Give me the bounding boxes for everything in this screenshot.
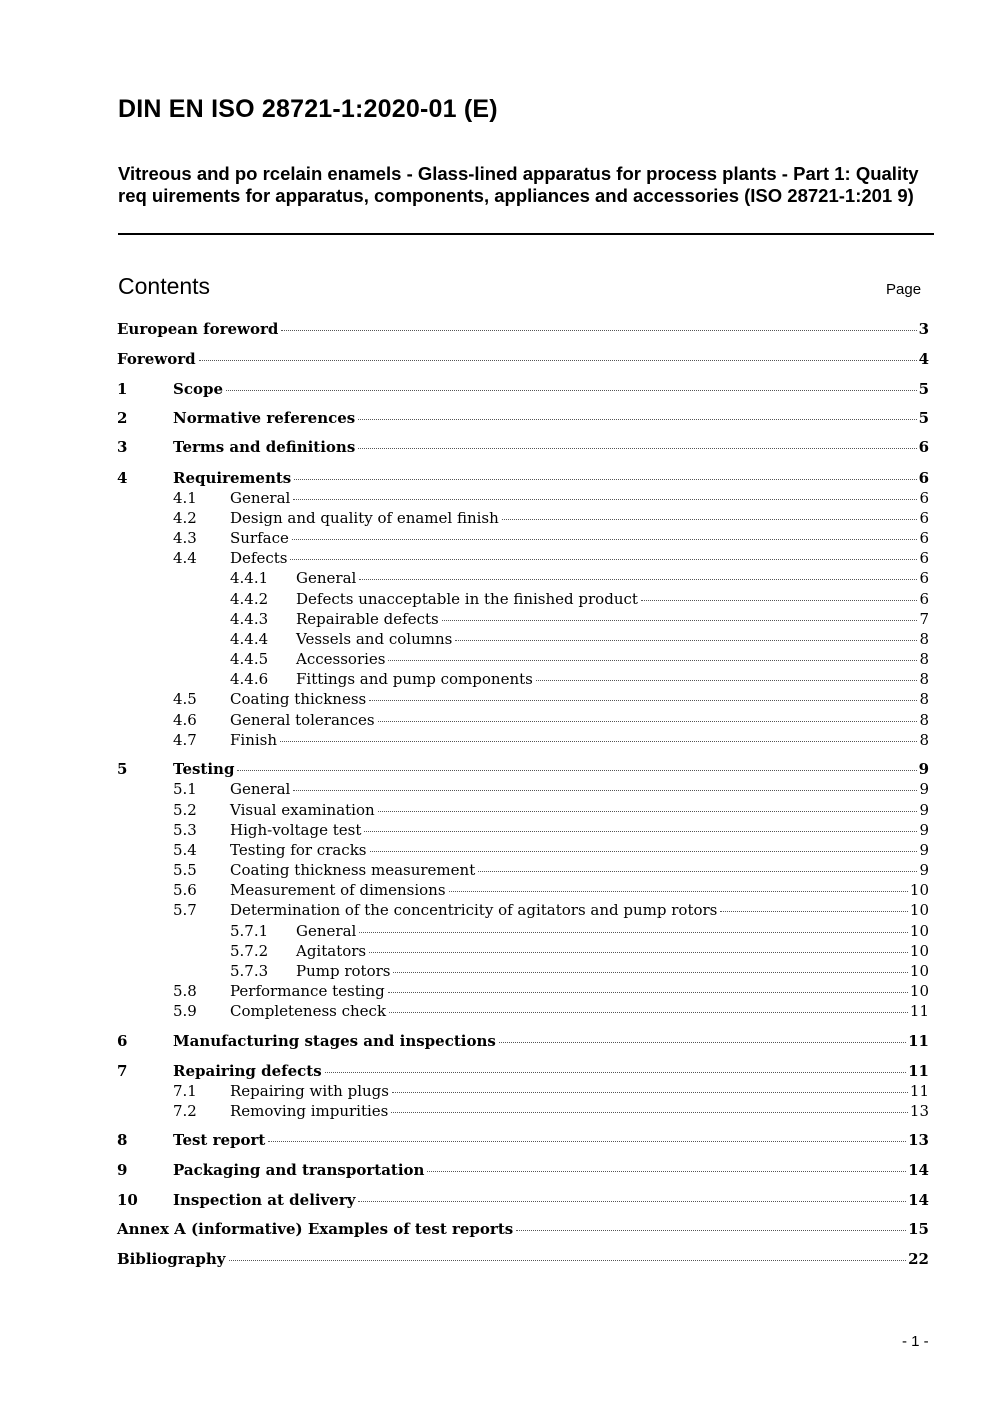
toc-entry-label: Manufacturing stages and inspections bbox=[173, 1032, 496, 1050]
toc-entry[interactable] bbox=[117, 1131, 929, 1149]
toc-entry-number: 5.9 bbox=[173, 1002, 197, 1020]
toc-entry-page: 8 bbox=[919, 630, 929, 648]
toc-entry-number: 7.2 bbox=[173, 1102, 197, 1120]
toc-entry-number: 4.4.5 bbox=[230, 650, 269, 668]
toc-entry-label: Test report bbox=[173, 1131, 266, 1149]
toc-entry-page: 11 bbox=[909, 1082, 929, 1100]
toc-entry[interactable] bbox=[230, 650, 929, 668]
toc-entry-number: 10 bbox=[117, 1191, 138, 1209]
toc-entry-label: Coating thickness bbox=[230, 690, 367, 708]
toc-dot-leader bbox=[455, 640, 917, 641]
toc-entry[interactable] bbox=[230, 590, 929, 608]
toc-entry-number: 7.1 bbox=[173, 1082, 197, 1100]
toc-entry-label: Annex A (informative) Examples of test reports bbox=[117, 1220, 514, 1238]
toc-entry-number: 5.1 bbox=[173, 780, 197, 798]
toc-dot-leader bbox=[358, 419, 916, 420]
toc-entry-page: 6 bbox=[918, 469, 929, 487]
page-column-heading: Page bbox=[886, 281, 922, 298]
toc-entry-page: 5 bbox=[918, 409, 929, 427]
toc-entry-number: 5.6 bbox=[173, 881, 197, 899]
toc-entry-page: 14 bbox=[908, 1191, 929, 1209]
toc-entry-number: 7 bbox=[117, 1062, 128, 1080]
toc-entry-page: 6 bbox=[919, 569, 929, 587]
toc-entry-page: 5 bbox=[918, 380, 929, 398]
toc-entry-label: Design and quality of enamel finish bbox=[230, 509, 499, 527]
toc-entry[interactable] bbox=[173, 841, 929, 859]
toc-entry-label: Completeness check bbox=[230, 1002, 387, 1020]
toc-entry[interactable] bbox=[173, 982, 929, 1000]
toc-entry-page: 3 bbox=[918, 320, 929, 338]
toc-entry-page: 13 bbox=[908, 1131, 929, 1149]
toc-entry[interactable] bbox=[117, 350, 929, 368]
toc-entry[interactable] bbox=[117, 760, 929, 778]
toc-entry[interactable] bbox=[117, 1191, 929, 1209]
toc-entry[interactable] bbox=[173, 821, 929, 839]
toc-entry-page: 10 bbox=[909, 962, 929, 980]
toc-dot-leader bbox=[369, 700, 917, 701]
toc-dot-leader bbox=[358, 448, 916, 449]
toc-dot-leader bbox=[292, 539, 918, 540]
toc-dot-leader bbox=[364, 831, 917, 832]
toc-dot-leader bbox=[281, 330, 916, 331]
toc-dot-leader bbox=[516, 1230, 906, 1231]
toc-entry-number: 5.3 bbox=[173, 821, 197, 839]
toc-entry-number: 4.4.3 bbox=[230, 610, 269, 628]
toc-entry-page: 7 bbox=[919, 610, 929, 628]
toc-entry-number: 2 bbox=[117, 409, 128, 427]
toc-dot-leader bbox=[293, 790, 917, 791]
toc-entry-label: Inspection at delivery bbox=[173, 1191, 356, 1209]
toc-dot-leader bbox=[358, 1201, 906, 1202]
toc-dot-leader bbox=[502, 519, 918, 520]
toc-entry-label: Finish bbox=[230, 731, 278, 749]
toc-dot-leader bbox=[199, 360, 917, 361]
toc-dot-leader bbox=[392, 1092, 908, 1093]
page-number: - 1 - bbox=[902, 1333, 929, 1350]
toc-entry-number: 5 bbox=[117, 760, 128, 778]
toc-entry[interactable] bbox=[230, 942, 929, 960]
toc-entry-page: 6 bbox=[918, 438, 929, 456]
toc-entry-number: 4.4 bbox=[173, 549, 197, 567]
toc-entry-number: 4.4.2 bbox=[230, 590, 269, 608]
toc-dot-leader bbox=[359, 579, 917, 580]
toc-entry-number: 3 bbox=[117, 438, 128, 456]
toc-entry[interactable] bbox=[173, 509, 929, 527]
toc-entry-page: 9 bbox=[919, 780, 929, 798]
toc-dot-leader bbox=[427, 1171, 906, 1172]
toc-entry[interactable] bbox=[117, 469, 929, 487]
toc-entry-label: General bbox=[230, 489, 291, 507]
toc-entry-label: Defects unacceptable in the finished product bbox=[296, 590, 638, 608]
toc-entry-page: 11 bbox=[909, 1002, 929, 1020]
toc-dot-leader bbox=[237, 770, 916, 771]
toc-entry-page: 4 bbox=[918, 350, 929, 368]
toc-entry-label: General bbox=[296, 922, 357, 940]
toc-entry[interactable] bbox=[173, 901, 929, 919]
toc-entry-number: 4.5 bbox=[173, 690, 197, 708]
toc-entry-page: 6 bbox=[919, 489, 929, 507]
toc-entry-number: 4.2 bbox=[173, 509, 197, 527]
toc-entry-page: 6 bbox=[919, 509, 929, 527]
toc-entry-page: 10 bbox=[909, 982, 929, 1000]
toc-entry-page: 15 bbox=[908, 1220, 929, 1238]
toc-entry-label: Repairable defects bbox=[296, 610, 439, 628]
toc-entry[interactable] bbox=[230, 962, 929, 980]
toc-entry[interactable] bbox=[117, 438, 929, 456]
toc-entry-number: 5.7.2 bbox=[230, 942, 269, 960]
toc-entry-page: 8 bbox=[919, 670, 929, 688]
toc-entry-number: 5.5 bbox=[173, 861, 197, 879]
toc-entry-label: High-voltage test bbox=[230, 821, 362, 839]
toc-entry-number: 1 bbox=[117, 380, 128, 398]
toc-dot-leader bbox=[641, 600, 918, 601]
toc-entry-page: 6 bbox=[919, 529, 929, 547]
toc-dot-leader bbox=[449, 891, 908, 892]
toc-entry[interactable] bbox=[173, 731, 929, 749]
toc-dot-leader bbox=[359, 932, 908, 933]
toc-dot-leader bbox=[388, 660, 917, 661]
toc-dot-leader bbox=[536, 680, 918, 681]
toc-entry-label: General bbox=[230, 780, 291, 798]
toc-entry-number: 4.4.6 bbox=[230, 670, 269, 688]
toc-entry-number: 5.4 bbox=[173, 841, 197, 859]
toc-dot-leader bbox=[393, 972, 907, 973]
toc-entry-number: 9 bbox=[117, 1161, 128, 1179]
toc-entry-number: 8 bbox=[117, 1131, 128, 1149]
toc-dot-leader bbox=[226, 390, 917, 391]
toc-dot-leader bbox=[378, 811, 918, 812]
toc-entry[interactable] bbox=[230, 922, 929, 940]
toc-entry-page: 8 bbox=[919, 650, 929, 668]
toc-entry[interactable] bbox=[173, 780, 929, 798]
toc-entry-page: 10 bbox=[909, 922, 929, 940]
toc-entry-number: 4.3 bbox=[173, 529, 197, 547]
toc-dot-leader bbox=[325, 1072, 906, 1073]
toc-entry-number: 5.8 bbox=[173, 982, 197, 1000]
toc-entry-label: Determination of the concentricity of agitators and pump rotors bbox=[230, 901, 718, 919]
toc-entry-page: 9 bbox=[919, 821, 929, 839]
toc-entry-label: Surface bbox=[230, 529, 289, 547]
toc-entry-label: Removing impurities bbox=[230, 1102, 389, 1120]
toc-entry-number: 4.6 bbox=[173, 711, 197, 729]
toc-entry-label: Normative references bbox=[173, 409, 356, 427]
toc-entry[interactable] bbox=[117, 1161, 929, 1179]
toc-entry-page: 22 bbox=[908, 1250, 929, 1268]
toc-entry[interactable] bbox=[117, 1220, 929, 1238]
toc-entry[interactable] bbox=[117, 1032, 929, 1050]
toc-entry[interactable] bbox=[173, 529, 929, 547]
toc-dot-leader bbox=[268, 1141, 906, 1142]
contents-heading: Contents bbox=[118, 273, 211, 299]
toc-entry[interactable] bbox=[173, 1082, 929, 1100]
toc-entry-number: 5.2 bbox=[173, 801, 197, 819]
toc-entry-page: 11 bbox=[908, 1062, 929, 1080]
toc-entry[interactable] bbox=[117, 320, 929, 338]
toc-entry-label: General tolerances bbox=[230, 711, 375, 729]
toc-entry-label: Repairing defects bbox=[173, 1062, 322, 1080]
toc-entry-label: Packaging and transportation bbox=[173, 1161, 425, 1179]
toc-entry-label: Requirements bbox=[173, 469, 292, 487]
toc-entry-label: Foreword bbox=[117, 350, 196, 368]
toc-entry-page: 9 bbox=[918, 760, 929, 778]
toc-entry[interactable] bbox=[173, 801, 929, 819]
toc-entry-page: 9 bbox=[919, 801, 929, 819]
toc-entry-label: European foreword bbox=[117, 320, 279, 338]
toc-entry-label: Testing bbox=[173, 760, 235, 778]
toc-entry-page: 8 bbox=[919, 711, 929, 729]
toc-entry-label: Terms and definitions bbox=[173, 438, 356, 456]
toc-entry[interactable] bbox=[117, 1062, 929, 1080]
toc-entry[interactable] bbox=[230, 630, 929, 648]
toc-dot-leader bbox=[499, 1042, 906, 1043]
toc-entry-page: 10 bbox=[909, 942, 929, 960]
toc-entry[interactable] bbox=[173, 881, 929, 899]
toc-entry-number: 4.1 bbox=[173, 489, 197, 507]
toc-entry-number: 4 bbox=[117, 469, 128, 487]
toc-entry[interactable] bbox=[230, 670, 929, 688]
toc-dot-leader bbox=[442, 620, 918, 621]
toc-entry-page: 10 bbox=[909, 881, 929, 899]
toc-entry[interactable] bbox=[173, 861, 929, 879]
toc-dot-leader bbox=[290, 559, 917, 560]
toc-dot-leader bbox=[378, 721, 918, 722]
toc-entry[interactable] bbox=[173, 1002, 929, 1020]
toc-entry[interactable] bbox=[230, 610, 929, 628]
toc-dot-leader bbox=[229, 1260, 907, 1261]
toc-dot-leader bbox=[478, 871, 917, 872]
toc-entry-page: 6 bbox=[919, 549, 929, 567]
toc-entry-label: Defects bbox=[230, 549, 288, 567]
toc-entry-label: Coating thickness measurement bbox=[230, 861, 476, 879]
toc-entry-label: Measurement of dimensions bbox=[230, 881, 446, 899]
toc-dot-leader bbox=[369, 952, 908, 953]
toc-entry-number: 5.7 bbox=[173, 901, 197, 919]
toc-entry-label: General bbox=[296, 569, 357, 587]
toc-entry[interactable] bbox=[173, 549, 929, 567]
toc-entry-page: 11 bbox=[908, 1032, 929, 1050]
toc-entry-number: 5.7.3 bbox=[230, 962, 269, 980]
toc-entry-number: 4.4.1 bbox=[230, 569, 269, 587]
toc-dot-leader bbox=[370, 851, 918, 852]
toc-entry[interactable] bbox=[173, 489, 929, 507]
toc-entry-page: 13 bbox=[909, 1102, 929, 1120]
toc-entry-number: 4.7 bbox=[173, 731, 197, 749]
toc-entry-label: Testing for cracks bbox=[230, 841, 367, 859]
toc-entry-page: 9 bbox=[919, 841, 929, 859]
toc-entry-label: Accessories bbox=[296, 650, 386, 668]
toc-entry-number: 4.4.4 bbox=[230, 630, 269, 648]
toc-entry-label: Visual examination bbox=[230, 801, 375, 819]
toc-entry-label: Vessels and columns bbox=[296, 630, 453, 648]
toc-entry-page: 10 bbox=[909, 901, 929, 919]
toc-entry-label: Agitators bbox=[296, 942, 367, 960]
toc-entry-label: Performance testing bbox=[230, 982, 385, 1000]
toc-entry[interactable] bbox=[173, 711, 929, 729]
toc-dot-leader bbox=[388, 992, 908, 993]
toc-entry-label: Repairing with plugs bbox=[230, 1082, 389, 1100]
toc-entry[interactable] bbox=[117, 1250, 929, 1268]
toc-entry-label: Pump rotors bbox=[296, 962, 391, 980]
toc-entry-page: 6 bbox=[919, 590, 929, 608]
toc-dot-leader bbox=[391, 1112, 908, 1113]
toc-entry-number: 6 bbox=[117, 1032, 128, 1050]
toc-entry-page: 14 bbox=[908, 1161, 929, 1179]
toc-dot-leader bbox=[720, 911, 908, 912]
document-subtitle: Vitreous and po rcelain enamels - Glass-lined apparatus for process plants - Part 1: Quality req uirements for apparatus, components, appliances and accessories (ISO 28721-1:201 9) bbox=[118, 163, 919, 206]
toc-entry[interactable] bbox=[173, 690, 929, 708]
toc-entry[interactable] bbox=[173, 1102, 929, 1120]
toc-entry-page: 9 bbox=[919, 861, 929, 879]
toc-entry[interactable] bbox=[117, 409, 929, 427]
toc-entry[interactable] bbox=[117, 380, 929, 398]
toc-entry-label: Fittings and pump components bbox=[296, 670, 533, 688]
toc-entry-label: Bibliography bbox=[117, 1250, 226, 1268]
toc-dot-leader bbox=[294, 479, 916, 480]
toc-entry-page: 8 bbox=[919, 731, 929, 749]
document-title: DIN EN ISO 28721-1:2020-01 (E) bbox=[118, 95, 498, 123]
toc-entry-page: 8 bbox=[919, 690, 929, 708]
toc-entry[interactable] bbox=[230, 569, 929, 587]
toc-dot-leader bbox=[293, 499, 917, 500]
toc-dot-leader bbox=[389, 1012, 908, 1013]
toc-entry-label: Scope bbox=[173, 380, 224, 398]
toc-entry-number: 5.7.1 bbox=[230, 922, 269, 940]
toc-dot-leader bbox=[280, 741, 917, 742]
